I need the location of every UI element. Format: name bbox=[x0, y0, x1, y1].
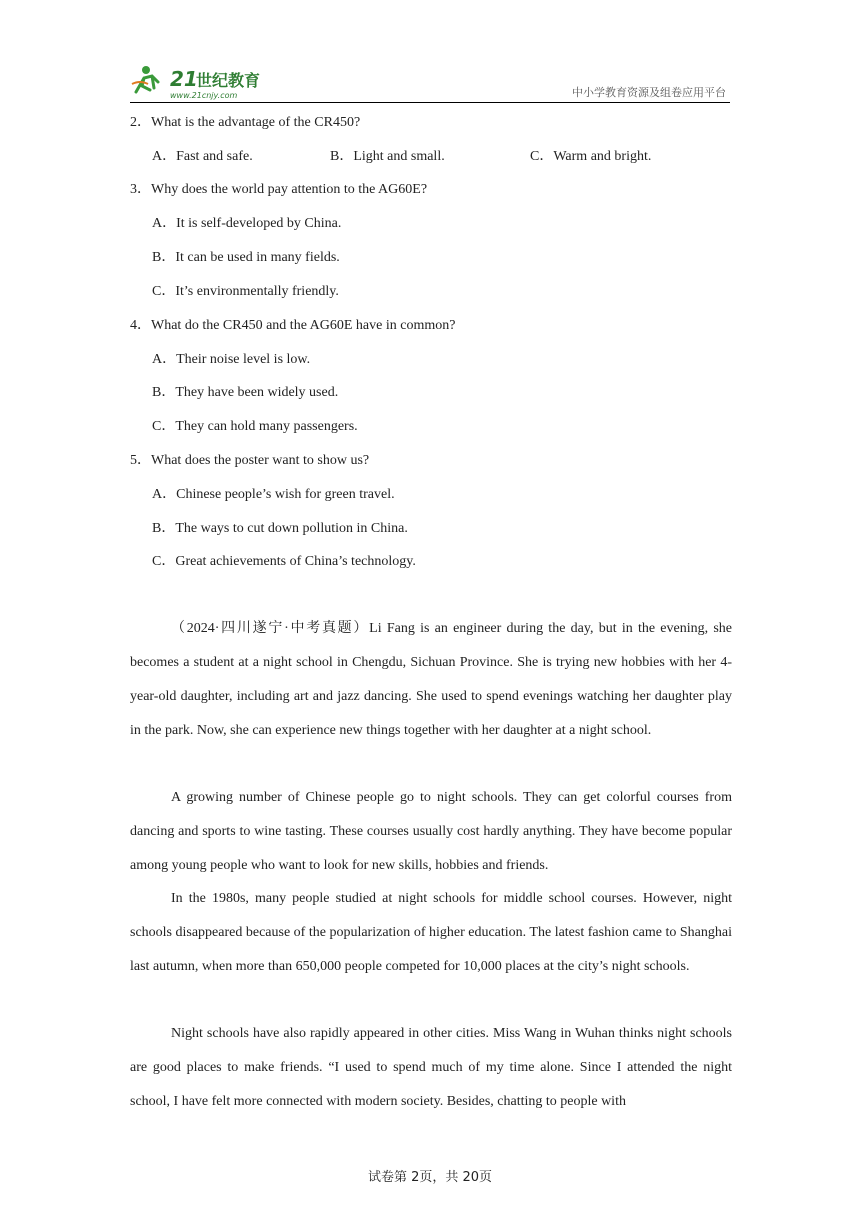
option-a: A．Fast and safe. bbox=[152, 149, 253, 164]
option-c: C．They can hold many passengers. bbox=[152, 419, 358, 434]
option-b: B．The ways to cut down pollution in China. bbox=[152, 521, 408, 536]
option-c: C．Warm and bright. bbox=[530, 149, 652, 164]
passage-paragraph-1 bbox=[130, 612, 732, 748]
option-c: C．Great achievements of China’s technology. bbox=[152, 554, 416, 569]
page-header bbox=[130, 62, 730, 102]
option-b: B．Light and small. bbox=[330, 149, 445, 164]
header-rule bbox=[130, 102, 730, 103]
option-a: A．Chinese people’s wish for green travel. bbox=[152, 487, 395, 502]
option-c: C．It’s environmentally friendly. bbox=[152, 284, 339, 299]
option-b: B．It can be used in many fields. bbox=[152, 250, 340, 265]
platform-name: 中小学教育资源及组卷应用平台 bbox=[572, 86, 726, 99]
passage-source: （2024·四川遂宁·中考真题） bbox=[171, 621, 370, 636]
page-footer: 试卷第 2页，共 20页 bbox=[367, 1170, 493, 1185]
svg-text:www.21cnjy.com: www.21cnjy.com bbox=[170, 91, 238, 100]
option-a: A．Their noise level is low. bbox=[152, 352, 311, 367]
question-stem: 2．What is the advantage of the CR450? bbox=[130, 115, 361, 130]
option-b: B．They have been widely used. bbox=[152, 385, 339, 400]
passage-paragraph-2: A growing number of Chinese people go to night schools. They can get colorful courses from dancing and sports to wine tasting. These courses usually cost hardly anything. They have become popular among young people who want to look for new skills, hobbies and friends. bbox=[130, 790, 732, 873]
21cnjy-logo bbox=[130, 62, 280, 102]
question-stem: 3．Why does the world pay attention to the AG60E? bbox=[130, 182, 428, 197]
paragraph-text: Li Fang is an engineer during the day, but in the evening, she becomes a student at a night school in Chengdu, Sichuan Province. She is trying new hobbies with her 4-year-old daughter, including art and jazz dancing. She used to spend evenings watching her daughter play in the park. Now, she can experience new things together with her daughter at a night school. bbox=[130, 621, 732, 738]
option-a: A．It is self-developed by China. bbox=[152, 216, 342, 231]
question-stem: 5．What does the poster want to show us? bbox=[130, 453, 370, 468]
svg-text:21: 21 bbox=[170, 67, 198, 91]
passage-paragraph-3: In the 1980s, many people studied at night schools for middle school courses. However, night schools disappeared because of the popularization of higher education. The latest fashion came to Shanghai last autumn, when more than 650,000 people competed for 10,000 places at the city’s night schools. bbox=[130, 891, 732, 974]
passage-paragraph-4: Night schools have also rapidly appeared in other cities. Miss Wang in Wuhan thinks night schools are good places to make friends. “I used to spend much of my time alone. Since I attended the night school, I have felt more connected with modern society. Besides, chatting to people with bbox=[130, 1026, 732, 1109]
svg-text:世纪教育: 世纪教育 bbox=[196, 71, 261, 90]
question-stem: 4．What do the CR450 and the AG60E have in common? bbox=[130, 318, 456, 333]
